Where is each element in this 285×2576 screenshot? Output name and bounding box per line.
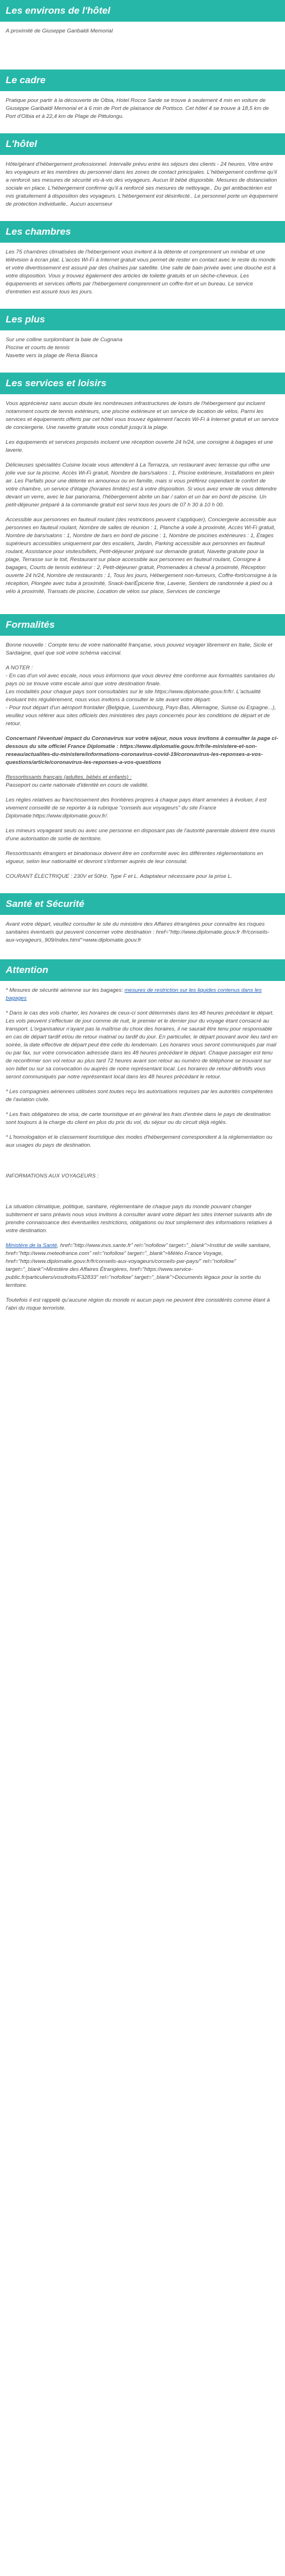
formalites-covid: Concernant l'éventuel impact du Coronavirus sur votre séjour, nous vous invitons à consulter la page ci-dessous du site officiel France Diplomatie : https://www.diplomatie.gouv.fr/fr/le-ministere-et-son-reseau/actualites-du-ministere/informations-coronavirus-covid-19/coronavirus-les-reponses-a-vos-questions/article/coronavirus-les-reponses-a-vos-questions: [6, 735, 278, 766]
formalites-foreign: Ressortissants étrangers et binationaux doivent être en conformité avec les différentes réglementations en vigueur, selon leur nationalité et devront s'informer auprès de leur consulat.: [6, 851, 263, 865]
formalites-resident-text: Passeport ou carte nationale d'identité en cours de validité.: [6, 782, 149, 788]
formalites-note-line: Les modalités pour chaque pays sont consultables sur le site https://www.diplomatie.gouv.fr/fr/. L'actualité évoluant très régulièrement, nous vous invitons à consulter le site avant votre départ.: [6, 689, 261, 703]
cadre-text: Pratique pour partir à la découverte de Olbia, Hotel Rocce Sarde se trouve à seulement 4 min en voiture de Giuseppe Garibaldi Memorial et à 6 min de Port de plaisance de Portisco. Cet hôtel 4 se trouve à 18,5 km de Port d'Olbia et à 22,4 km de Plage de Pittulongu.: [6, 97, 269, 120]
section-sante: [0, 893, 285, 952]
section-title-plus: Les plus: [0, 309, 285, 330]
sante-text: Avant votre départ, veuillez consulter le site du ministère des Affaires étrangères pour connaître les risques sanitaires éventuels qui peuvent concerner votre destination : href="http://www.diplomatie.gouv.fr /fr/conseils-aux-voyageurs_909/index.html">www.diplomatie.gouv.fr: [6, 921, 270, 943]
luggage-restrictions-link[interactable]: mesures de restriction sur les liquides contenus dans les bagages: [6, 987, 262, 1001]
section-plus: [0, 309, 285, 368]
attention-paragraph: * Dans le cas des vols charter, les horaires de ceux-ci sont déterminés dans les 48 heures précédant le départ. Les vols peuvent s'effectuer de jour comme de nuit, le premier et le dernier jour du voyage étant consacré au transport. L'organisateur n'ayant pas la maîtrise du choix des horaires, il ne saurait être tenu pour responsable en cas de départ tardif et/ou de retour matinal ou tardif du jour. En particulier, le départ pouvant avoir lieu tard en soirée, la date effective de départ peut être celle du lendemain. Les horaires vous seront communiqués par mail ou par fax, sur votre convocation adressée dans les 48 heures précédant le départ. Chaque passager est tenu de reconfirmer son vol retour au plus tard 72 heures avant son retour au numéro de téléphone se trouvant sur son billet ou sur sa convocation ou auprès de notre représentant local. Les horaires de retour définitifs vous seront communiqués par notre représentant local dans les 48 heures précédant le retour.: [6, 1010, 278, 1080]
attention-paragraph: La situation climatique, politique, sanitaire, réglementaire de chaque pays du monde pouvant changer subitement et sans préavis nous vous invitons à consulter avant votre départ les sites Internet suivants afin de prendre connaissance des éventuelles restrictions, obligations ou tout simplement des informations relatives à votre destination.: [6, 1204, 272, 1234]
ministere-sante-link[interactable]: Ministère de la Santé: [6, 1242, 58, 1249]
section-title-attention: Attention: [0, 959, 285, 981]
formalites-note-line: - En cas d'un vol avec escale, nous vous informons que vous devrez être conforme aux formalités sanitaires du pays où se trouve votre escale ainsi que votre destination finale.: [6, 673, 275, 687]
plus-item: Sur une colline surplombant la baie de Cugnana: [6, 337, 123, 343]
attention-luggage-prefix: * Mesures de sécurité aérienne sur les bagages:: [6, 987, 125, 993]
services-paragraph: Accessible aux personnes en fauteuil roulant (des restrictions peuvent s'appliquer), Conciergerie accessible aux personnes en fauteuil roulant, Nombre de salles de réunion : 1, Planche à voile à proximité, Accès Wi-Fi gratuit, Nombre de bars/salons : 1, Nombre de bars en bord de piscine : 1, Nombre de piscines extérieures : 1, Étages supérieurs accessibles uniquement par des escaliers, Jardin, Parking accessible aux personnes en fauteuil roulant, Assistance pour visites/billets, Petit-déjeuner préparé sur demande gratuit, Navette gratuite pour la plage, Terrasse sur le toit, Restaurant sur place accessible aux personnes en fauteuil roulant, Consigne à bagages, Courts de tennis extérieur : 2, Petit-déjeuner gratuit, Promenades à cheval à proximité, Réception ouverte 24 h/24, Nombre de restaurants : 1, Tous les jours, Hébergement non-fumeurs, Coffre-fort/consigne à la réception, Plongée avec tuba à proximité, Snack-bar/Épicerie fine, Laverie, Sentiers de randonnée à pied ou à vélo à proximité, Transats de piscine, Location de vélos sur place, Services de concierge: [6, 517, 277, 595]
chambres-text: Les 75 chambres climatisées de l'hébergement vous invitent à la détente et comprennent un minibar et une télévision à écran plat. L'accès Wi-Fi à Internet gratuit vous permet de rester en contact avec le reste du monde et votre divertissement est assuré par des chaînes par satellite. Une salle de bain privée avec une douche est à votre disposition. Vous y trouvez également des articles de toilette gratuits et un sèche-cheveux. Les équipements et services offerts par l'hébergement comprennent un coffre-fort et un bureau. Le service d'entretien est assuré tous les jours.: [6, 249, 276, 295]
attention-paragraph: * L'homologation et le classement touristique des modes d'hébergement correspondent à la réglementation ou aux usages du pays de destination.: [6, 1134, 272, 1148]
hotel-text: Hôte/gérant d'hébergement professionnel. Intervalle prévu entre les séjours des clients - 24 heures. Vitre entre les voyageurs et les membres du personnel dans les zones de contact principales. L'hébergement confirme qu'il a renforcé ses mesures de sécurité vis-à-vis des voyageurs. Aucun lit bébé disponible. Mesures de distanciation sociale en place. L'hébergement confirme qu'il a renforcé ses mesures de nettoyage.. Du gel antibactérien est mis gratuitement à disposition des voyageurs. L'hébergement est désinfecté.. Le personnel porte un équipement de protection individuelle.. Aucun ascenseur: [6, 161, 278, 207]
plus-item: Navette vers la plage de Rena Bianca: [6, 353, 98, 359]
formalites-minors: Les mineurs voyageant seuls ou avec une personne en disposant pas de l'autorité parentale doivent être munis d'une autorisation de sortie de territoire.: [6, 828, 275, 842]
attention-paragraph: * Les compagnies aériennes utilisées sont toutes reçu les autorisations requises par les autorités compétentes de l'aviation civile.: [6, 1089, 273, 1103]
section-cadre: [0, 69, 285, 129]
environs-text: A proximité de Giuseppe Garibaldi Memorial: [6, 28, 113, 34]
services-paragraph: Délicieuses spécialités Cuisine locale vous attendent à La Terrazza, un restaurant avec terrasse qui offre une jolie vue sur la piscine. Accès Wi-Fi gratuit, Nombre de bars/salons : 1, Piscine extérieure, Installations en plein air. Les Parfaits pour une détente en amoureux ou en famille, mais si vous préférez cependant le confort de votre chambre, un service d'étage (horaires limités) est à votre disposition. Si vous avez envie de vous détendre devant un verre, avec le bar panorama, l'hébergement abrite un bar / salon et un bar en bord de piscine. Un petit-déjeuner préparé à la commande gratuit est servi tous les jours de 07 h 30 à 10 h 00.: [6, 462, 277, 508]
section-title-cadre: Le cadre: [0, 69, 285, 91]
attention-paragraph: * Les frais obligatoires de visa, de carte touristique et en général les frais d'entrée dans le pays de destination sont toujours à la charge du client en plus du prix du vol, du séjour ou du circuit déjà réglés.: [6, 1111, 271, 1126]
attention-paragraph: Toutefois il est rappelé qu'aucune région du monde ni aucun pays ne peuvent être considérés comme étant à l'abri du risque terroriste.: [6, 1297, 270, 1311]
section-title-sante: Santé et Sécurité: [0, 893, 285, 915]
section-title-hotel: L'hôtel: [0, 133, 285, 155]
formalites-note-line: - Pour tout départ d'un aéroport frontalier (Belgique, Luxembourg, Pays-Bas, Allemagne, Suisse ou Espagne...), veuillez vous référer aux sites officiels des ministères des pays concernés pour les conditions de départ et de retour.: [6, 705, 276, 727]
attention-info-label: INFORMATIONS AUX VOYAGEURS :: [6, 1173, 99, 1179]
section-formalites: [0, 614, 285, 889]
section-chambres: [0, 221, 285, 304]
services-paragraph: Les équipements et services proposés incluent une réception ouverte 24 h/24, une consigne à bagages et une laverie.: [6, 439, 273, 453]
attention-links-text: , href="http://www.invs.sante.fr" rel="nofollow" target="_blank">Institut de veille sanitaire, href="http://www.meteofrance.com" rel="nofollow" target="_blank">Météo France Voyage, href="http://www.diplomatie.gouv.fr/fr/conseils-aux-voyageurs/conseils-par-pays/" rel="nofollow" target="_blank">Ministère des Affaires Étrangères, href="https://www.service-public.fr/particuliers/vosdroits/F32833" rel="nofollow" target="_blank">Documents légaux pour la sortie du territoire.: [6, 1242, 271, 1289]
plus-item: Piscine et courts de tennis: [6, 345, 70, 351]
formalites-rules: Les règles relatives au franchissement des frontières propres à chaque pays étant amenées à évoluer, il est vivement conseillé de se reporter à la rubrique "conseils aux voyageurs" du site France Diplomatie:https://www.diplomatie.gouv.fr/.: [6, 797, 267, 819]
section-environs: [0, 0, 285, 43]
services-paragraph: Vous apprécierez sans aucun doute les nombreuses infrastructures de loisirs de l'hébergement qui incluent notamment courts de tennis extérieurs, une piscine extérieure et un service de location de vélos. Parmi les services et équipements offerts par cet hôtel vous trouvez également l'accès Wi-Fi à Internet gratuit et un service de conciergerie. Une navette gratuite vous conduit jusqu'à la plage.: [6, 400, 279, 431]
section-services: [0, 373, 285, 604]
section-title-formalites: Formalités: [0, 614, 285, 636]
formalites-note-label: A NOTER :: [6, 665, 33, 671]
formalites-intro: Bonne nouvelle : Compte tenu de votre nationalité française, vous pouvez voyager librement en Italie, Sicile et Sardaigne, quel que soit votre schéma vaccinal.: [6, 642, 272, 656]
formalites-resident-label: Ressortissants français (adultes, bébés et enfants) :: [6, 774, 132, 780]
section-title-environs: Les environs de l'hôtel: [0, 0, 285, 22]
section-title-services: Les services et loisirs: [0, 373, 285, 394]
section-hotel: [0, 133, 285, 216]
section-title-chambres: Les chambres: [0, 221, 285, 243]
formalites-current: COURANT ÉLECTRIQUE : 230V et 50Hz. Type F et L. Adaptateur nécessaire pour la prise L.: [6, 873, 233, 880]
section-attention: [0, 959, 285, 1320]
